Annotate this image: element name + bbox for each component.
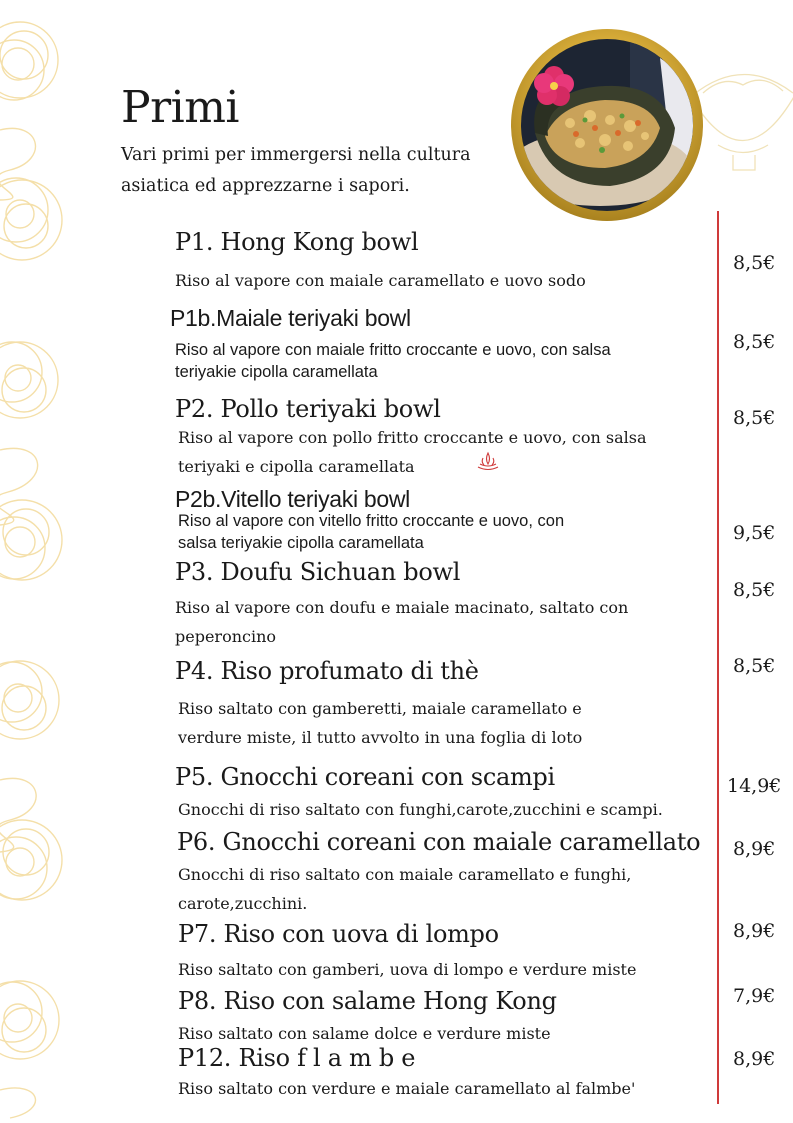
menu-item-description: Gnocchi di riso saltato con maiale caramellato e funghi, carote,zucchini. [178,865,632,913]
menu-item-description: Riso saltato con gamberi, uova di lompo e verdure miste [178,960,637,979]
menu-item-description: Riso al vapore con vitello fritto croccante e uovo, con salsa teriyakie cipolla caramellata [178,512,565,552]
menu-item-name: P2. Pollo teriyaki bowl [175,395,441,423]
menu-item-price: 8,5€ [733,407,776,429]
decorative-swirls [0,0,70,1123]
menu-item-price: 8,5€ [733,331,776,353]
dish-photo [510,28,704,222]
menu-item-price: 14,9€ [727,775,782,797]
menu-item-price: 8,9€ [733,920,776,942]
chili-flame-icon [476,450,500,472]
menu-item-price: 7,9€ [733,985,776,1007]
menu-item-name: P7. Riso con uova di lompo [178,920,499,948]
menu-item-name: P3. Doufu Sichuan bowl [175,558,461,586]
menu-item-description: Riso al vapore con doufu e maiale macinato, saltato con peperoncino [175,598,629,646]
menu-item-name: P8. Riso con salame Hong Kong [178,987,557,1015]
menu-item-name: P1b.Maiale teriyaki bowl [170,305,411,331]
menu-item-name: P4. Riso profumato di thè [175,657,479,685]
menu-item-description: Riso saltato con gamberetti, maiale caramellato e verdure miste, il tutto avvolto in una foglia di loto [178,699,583,747]
page-title: Primi [121,82,240,133]
menu-item-description: Riso al vapore con maiale caramellato e uovo sodo [175,271,586,290]
price-divider [717,211,719,1104]
menu-item-price: 8,9€ [733,1048,776,1070]
menu-item-name: P5. Gnocchi coreani con scampi [175,763,555,791]
page-subtitle: Vari primi per immergersi nella cultura asiatica ed apprezzarne i sapori. [121,145,471,196]
menu-item-price: 8,5€ [733,579,776,601]
menu-item-name: P6. Gnocchi coreani con maiale caramellato [177,828,701,856]
menu-item-description: Riso al vapore con maiale fritto croccante e uovo, con salsa teriyakie cipolla caramellata [175,341,611,381]
menu-item-description: Riso saltato con verdure e maiale caramellato al falmbe' [178,1079,636,1098]
menu-item-description: Gnocchi di riso saltato con funghi,carote,zucchini e scampi. [178,800,663,819]
menu-item-price: 9,5€ [733,522,776,544]
menu-item-name: P12. Riso f l a m b e [178,1044,416,1072]
menu-item-description: Riso saltato con salame dolce e verdure miste [178,1024,551,1043]
menu-item-description: Riso al vapore con pollo fritto croccante e uovo, con salsa teriyaki e cipolla caramellata [178,428,647,476]
menu-item-name: P1. Hong Kong bowl [175,228,419,256]
menu-item-price: 8,5€ [733,655,776,677]
menu-item-price: 8,5€ [733,252,776,274]
menu-item-name: P2b.Vitello teriyaki bowl [175,486,410,512]
menu-item-price: 8,9€ [733,838,776,860]
